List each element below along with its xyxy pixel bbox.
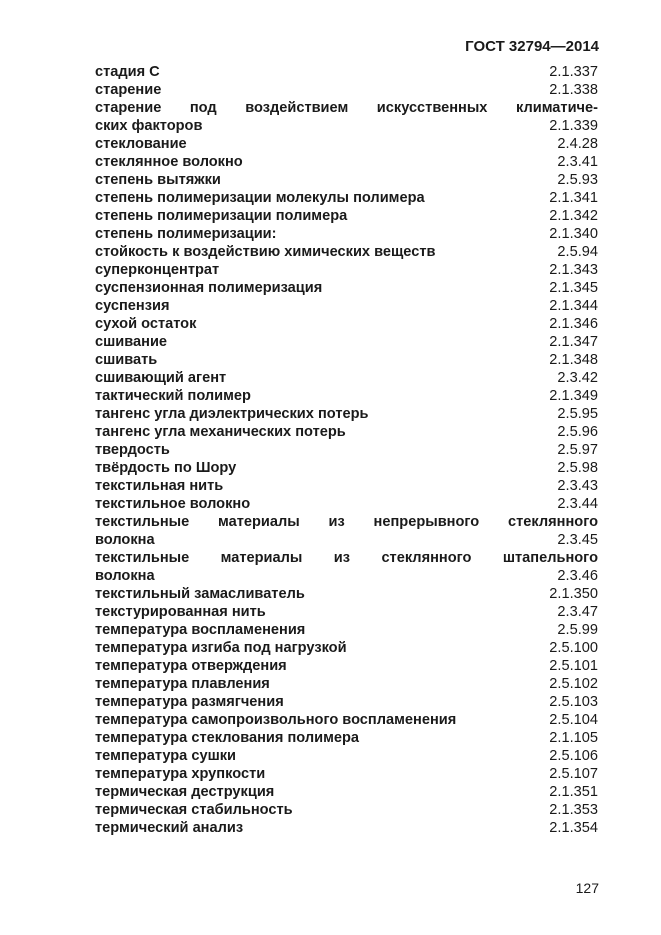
index-entry [95,81,598,99]
index-entry [95,603,598,621]
index-term: суперконцентрат [95,262,220,278]
index-term-line1: старение под воздействием искусственных климатиче- [95,100,598,116]
index-entry [95,783,598,801]
term-index [95,63,598,837]
index-ref: 2.5.94 [557,244,598,260]
index-entry [95,135,598,153]
index-term: текстильное волокно [95,496,251,512]
index-ref: 2.5.96 [557,424,598,440]
index-term: сшивание [95,334,168,350]
index-ref: 2.1.340 [549,226,598,242]
index-entry [95,639,598,657]
index-ref: 2.5.106 [549,748,598,764]
index-ref: 2.1.337 [549,64,598,80]
index-entry [95,405,598,423]
index-term: температура стеклования полимера [95,730,360,746]
index-entry [95,657,598,675]
index-entry [95,333,598,351]
index-ref: 2.5.99 [557,622,598,638]
document-header: ГОСТ 32794—2014 [465,38,599,55]
index-term: суспензионная полимеризация [95,280,323,296]
index-ref: 2.1.349 [549,388,598,404]
index-ref: 2.1.342 [549,208,598,224]
index-term: температура хрупкости [95,766,266,782]
index-entry [95,765,598,783]
index-term: стойкость к воздействию химических веществ [95,244,436,260]
index-term: температура отверждения [95,658,287,674]
index-term: температура изгиба под нагрузкой [95,640,347,656]
index-ref: 2.5.101 [549,658,598,674]
index-ref: 2.3.45 [557,532,598,548]
index-entry [95,693,598,711]
index-ref: 2.1.351 [549,784,598,800]
index-term: твёрдость по Шору [95,460,237,476]
index-term-line1: текстильные материалы из непрерывного стеклянного [95,514,598,530]
index-ref: 2.1.354 [549,820,598,836]
index-entry [95,729,598,747]
index-term-line2: ских факторов [95,118,203,134]
index-entry [95,99,598,135]
index-ref: 2.5.97 [557,442,598,458]
index-entry [95,621,598,639]
index-term: сухой остаток [95,316,197,332]
index-entry [95,441,598,459]
index-entry [95,711,598,729]
page-number: 127 [575,880,599,896]
index-ref: 2.1.348 [549,352,598,368]
index-entry [95,243,598,261]
index-ref: 2.4.28 [557,136,598,152]
index-entry [95,63,598,81]
index-ref: 2.1.339 [549,118,598,134]
index-ref: 2.5.107 [549,766,598,782]
index-term: температура воспламенения [95,622,306,638]
index-term-line2: волокна [95,532,155,548]
index-ref: 2.3.41 [557,154,598,170]
index-ref: 2.1.353 [549,802,598,818]
index-entry [95,423,598,441]
index-term: термический анализ [95,820,244,836]
index-term: сшивающий агент [95,370,227,386]
index-ref: 2.1.341 [549,190,598,206]
index-term: старение [95,82,162,98]
index-ref: 2.3.42 [557,370,598,386]
index-term-line1: текстильные материалы из стеклянного штапельного [95,550,598,566]
index-term: степень полимеризации полимера [95,208,348,224]
index-entry [95,189,598,207]
index-term: температура самопроизвольного воспламенения [95,712,457,728]
index-entry [95,207,598,225]
index-term: сшивать [95,352,158,368]
index-ref: 2.5.100 [549,640,598,656]
index-entry [95,387,598,405]
index-term: текстильный замасливатель [95,586,305,602]
index-entry [95,315,598,333]
index-term: степень вытяжки [95,172,221,188]
index-term: стеклование [95,136,187,152]
index-term: суспензия [95,298,170,314]
index-entry [95,549,598,585]
index-entry [95,297,598,315]
index-ref: 2.1.338 [549,82,598,98]
index-term: термическая стабильность [95,802,293,818]
index-entry [95,279,598,297]
index-ref: 2.1.345 [549,280,598,296]
index-ref: 2.1.343 [549,262,598,278]
index-ref: 2.3.43 [557,478,598,494]
index-entry [95,225,598,243]
index-term: степень полимеризации: [95,226,277,242]
index-term: стеклянное волокно [95,154,243,170]
index-entry [95,459,598,477]
index-ref: 2.3.47 [557,604,598,620]
index-term: тактический полимер [95,388,251,404]
index-ref: 2.3.46 [557,568,598,584]
index-entry [95,477,598,495]
index-term: температура размягчения [95,694,284,710]
index-term: степень полимеризации молекулы полимера [95,190,425,206]
index-entry [95,495,598,513]
index-term: тангенс угла диэлектрических потерь [95,406,369,422]
index-entry [95,261,598,279]
index-term-line2: волокна [95,568,155,584]
index-ref: 2.3.44 [557,496,598,512]
index-ref: 2.5.104 [549,712,598,728]
index-entry [95,153,598,171]
index-ref: 2.1.105 [549,730,598,746]
index-ref: 2.1.346 [549,316,598,332]
index-ref: 2.1.344 [549,298,598,314]
index-entry [95,351,598,369]
index-term: температура плавления [95,676,270,692]
index-ref: 2.1.347 [549,334,598,350]
index-term: температура сушки [95,748,237,764]
index-ref: 2.5.103 [549,694,598,710]
index-entry [95,747,598,765]
index-term: текстурированная нить [95,604,266,620]
index-term: тангенс угла механических потерь [95,424,346,440]
index-entry [95,513,598,549]
index-ref: 2.5.95 [557,406,598,422]
index-entry [95,171,598,189]
index-entry [95,819,598,837]
index-ref: 2.1.350 [549,586,598,602]
index-term: стадия C [95,64,160,80]
index-term: термическая деструкция [95,784,275,800]
index-ref: 2.5.98 [557,460,598,476]
index-term: твердость [95,442,170,458]
index-entry [95,369,598,387]
index-ref: 2.5.93 [557,172,598,188]
index-entry [95,585,598,603]
index-entry [95,675,598,693]
index-ref: 2.5.102 [549,676,598,692]
index-term: текстильная нить [95,478,224,494]
index-entry [95,801,598,819]
